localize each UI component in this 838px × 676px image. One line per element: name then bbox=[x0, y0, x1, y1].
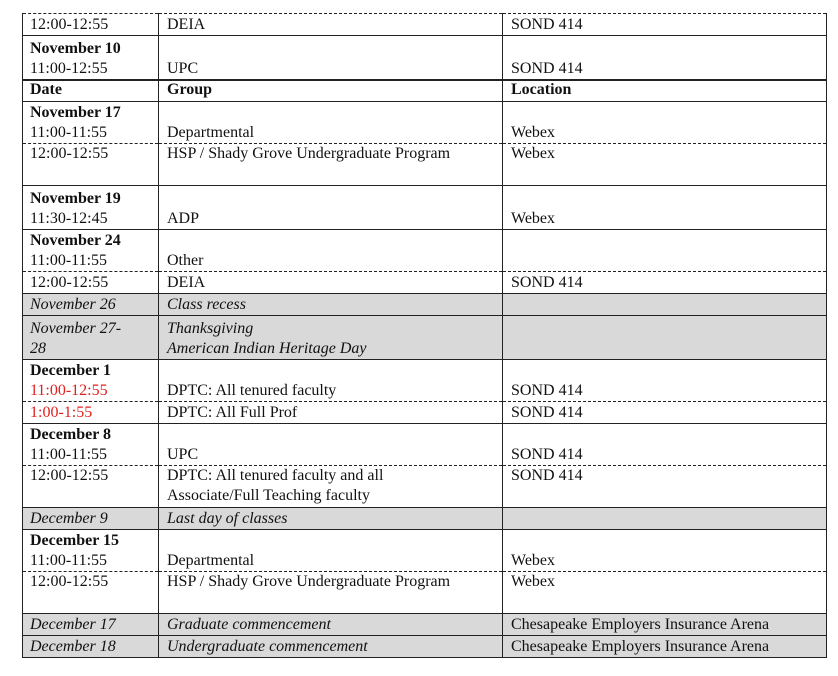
table-row bbox=[23, 144, 827, 186]
date-cell bbox=[23, 530, 159, 572]
time-cell: 12:00-12:55 bbox=[23, 272, 159, 294]
location-cell: SOND 414 bbox=[503, 360, 827, 402]
table-row bbox=[23, 402, 827, 424]
time-cell: 1:00-1:55 bbox=[23, 402, 159, 424]
date-cell: December 18 bbox=[23, 636, 159, 658]
time-label: 11:00-12:55 bbox=[30, 59, 108, 77]
column-header-location: Location bbox=[503, 80, 827, 102]
date-label-continued: 28 bbox=[30, 340, 46, 357]
table-row bbox=[23, 14, 827, 36]
table-row bbox=[23, 186, 827, 230]
table-row bbox=[23, 102, 827, 144]
location-cell bbox=[503, 230, 827, 272]
table-row bbox=[23, 636, 827, 658]
location-cell: Webex bbox=[503, 572, 827, 614]
location-cell: SOND 414 bbox=[503, 402, 827, 424]
date-cell bbox=[23, 36, 159, 80]
group-label: DPTC: All tenured faculty and all bbox=[167, 467, 384, 484]
table-row bbox=[23, 316, 827, 360]
date-label: November 27- bbox=[30, 320, 122, 337]
time-label: 11:00-11:55 bbox=[30, 552, 108, 569]
time-label: 11:00-11:55 bbox=[30, 124, 108, 141]
location-cell bbox=[503, 294, 827, 316]
time-label: 11:00-12:55 bbox=[30, 382, 108, 399]
group-cell: DEIA bbox=[159, 14, 503, 36]
group-cell: Last day of classes bbox=[159, 508, 503, 530]
group-cell bbox=[159, 466, 503, 508]
date-label: November 19 bbox=[30, 190, 121, 207]
table-row bbox=[23, 466, 827, 508]
column-header-date: Date bbox=[23, 80, 159, 102]
location-cell: Webex bbox=[503, 102, 827, 144]
group-cell: DEIA bbox=[159, 272, 503, 294]
table-row bbox=[23, 572, 827, 614]
date-cell: November 26 bbox=[23, 294, 159, 316]
group-label: Associate/Full Teaching faculty bbox=[167, 487, 370, 504]
location-cell: SOND 414 bbox=[503, 36, 827, 80]
group-cell: Class recess bbox=[159, 294, 503, 316]
date-label: November 10 bbox=[30, 39, 121, 57]
date-cell bbox=[23, 186, 159, 230]
date-cell bbox=[23, 102, 159, 144]
group-cell: DPTC: All tenured faculty bbox=[159, 360, 503, 402]
table-row bbox=[23, 614, 827, 636]
location-cell: Chesapeake Employers Insurance Arena bbox=[503, 636, 827, 658]
group-cell: Undergraduate commencement bbox=[159, 636, 503, 658]
time-label: 11:00-11:55 bbox=[30, 446, 108, 463]
group-cell: ADP bbox=[159, 186, 503, 230]
table-row bbox=[23, 508, 827, 530]
location-cell bbox=[503, 508, 827, 530]
location-cell: SOND 414 bbox=[503, 272, 827, 294]
location-cell: SOND 414 bbox=[503, 424, 827, 466]
date-label: December 8 bbox=[30, 426, 111, 443]
date-label: December 1 bbox=[30, 362, 111, 379]
table-row bbox=[23, 530, 827, 572]
column-header-group: Group bbox=[159, 80, 503, 102]
group-cell: Departmental bbox=[159, 102, 503, 144]
time-label: 11:30-12:45 bbox=[30, 210, 108, 227]
table-row bbox=[23, 36, 827, 80]
time-cell: 12:00-12:55 bbox=[23, 14, 159, 36]
location-cell: SOND 414 bbox=[503, 466, 827, 508]
group-cell: Departmental bbox=[159, 530, 503, 572]
location-cell: Chesapeake Employers Insurance Arena bbox=[503, 614, 827, 636]
table-header-row bbox=[23, 80, 827, 102]
table-row bbox=[23, 230, 827, 272]
time-cell: 12:00-12:55 bbox=[23, 466, 159, 508]
group-cell: HSP / Shady Grove Undergraduate Program bbox=[159, 572, 503, 614]
table-row bbox=[23, 294, 827, 316]
group-cell: HSP / Shady Grove Undergraduate Program bbox=[159, 144, 503, 186]
time-label: 11:00-11:55 bbox=[30, 252, 108, 269]
location-cell: SOND 414 bbox=[503, 14, 827, 36]
location-cell: Webex bbox=[503, 530, 827, 572]
schedule-table bbox=[22, 13, 827, 658]
group-label: Thanksgiving bbox=[167, 320, 254, 337]
location-cell bbox=[503, 316, 827, 360]
date-label: November 24 bbox=[30, 232, 121, 249]
group-cell: Graduate commencement bbox=[159, 614, 503, 636]
date-cell bbox=[23, 360, 159, 402]
table-row bbox=[23, 424, 827, 466]
date-label: December 15 bbox=[30, 532, 119, 549]
date-cell bbox=[23, 230, 159, 272]
group-cell bbox=[159, 316, 503, 360]
time-cell: 12:00-12:55 bbox=[23, 144, 159, 186]
date-cell: December 9 bbox=[23, 508, 159, 530]
group-label: American Indian Heritage Day bbox=[167, 340, 367, 357]
group-cell: Other bbox=[159, 230, 503, 272]
group-cell: DPTC: All Full Prof bbox=[159, 402, 503, 424]
date-label: November 17 bbox=[30, 104, 121, 121]
date-cell bbox=[23, 424, 159, 466]
location-cell: Webex bbox=[503, 186, 827, 230]
date-cell bbox=[23, 316, 159, 360]
date-cell: December 17 bbox=[23, 614, 159, 636]
table-row bbox=[23, 272, 827, 294]
time-cell: 12:00-12:55 bbox=[23, 572, 159, 614]
group-cell: UPC bbox=[159, 36, 503, 80]
location-cell: Webex bbox=[503, 144, 827, 186]
group-cell: UPC bbox=[159, 424, 503, 466]
table-row bbox=[23, 360, 827, 402]
